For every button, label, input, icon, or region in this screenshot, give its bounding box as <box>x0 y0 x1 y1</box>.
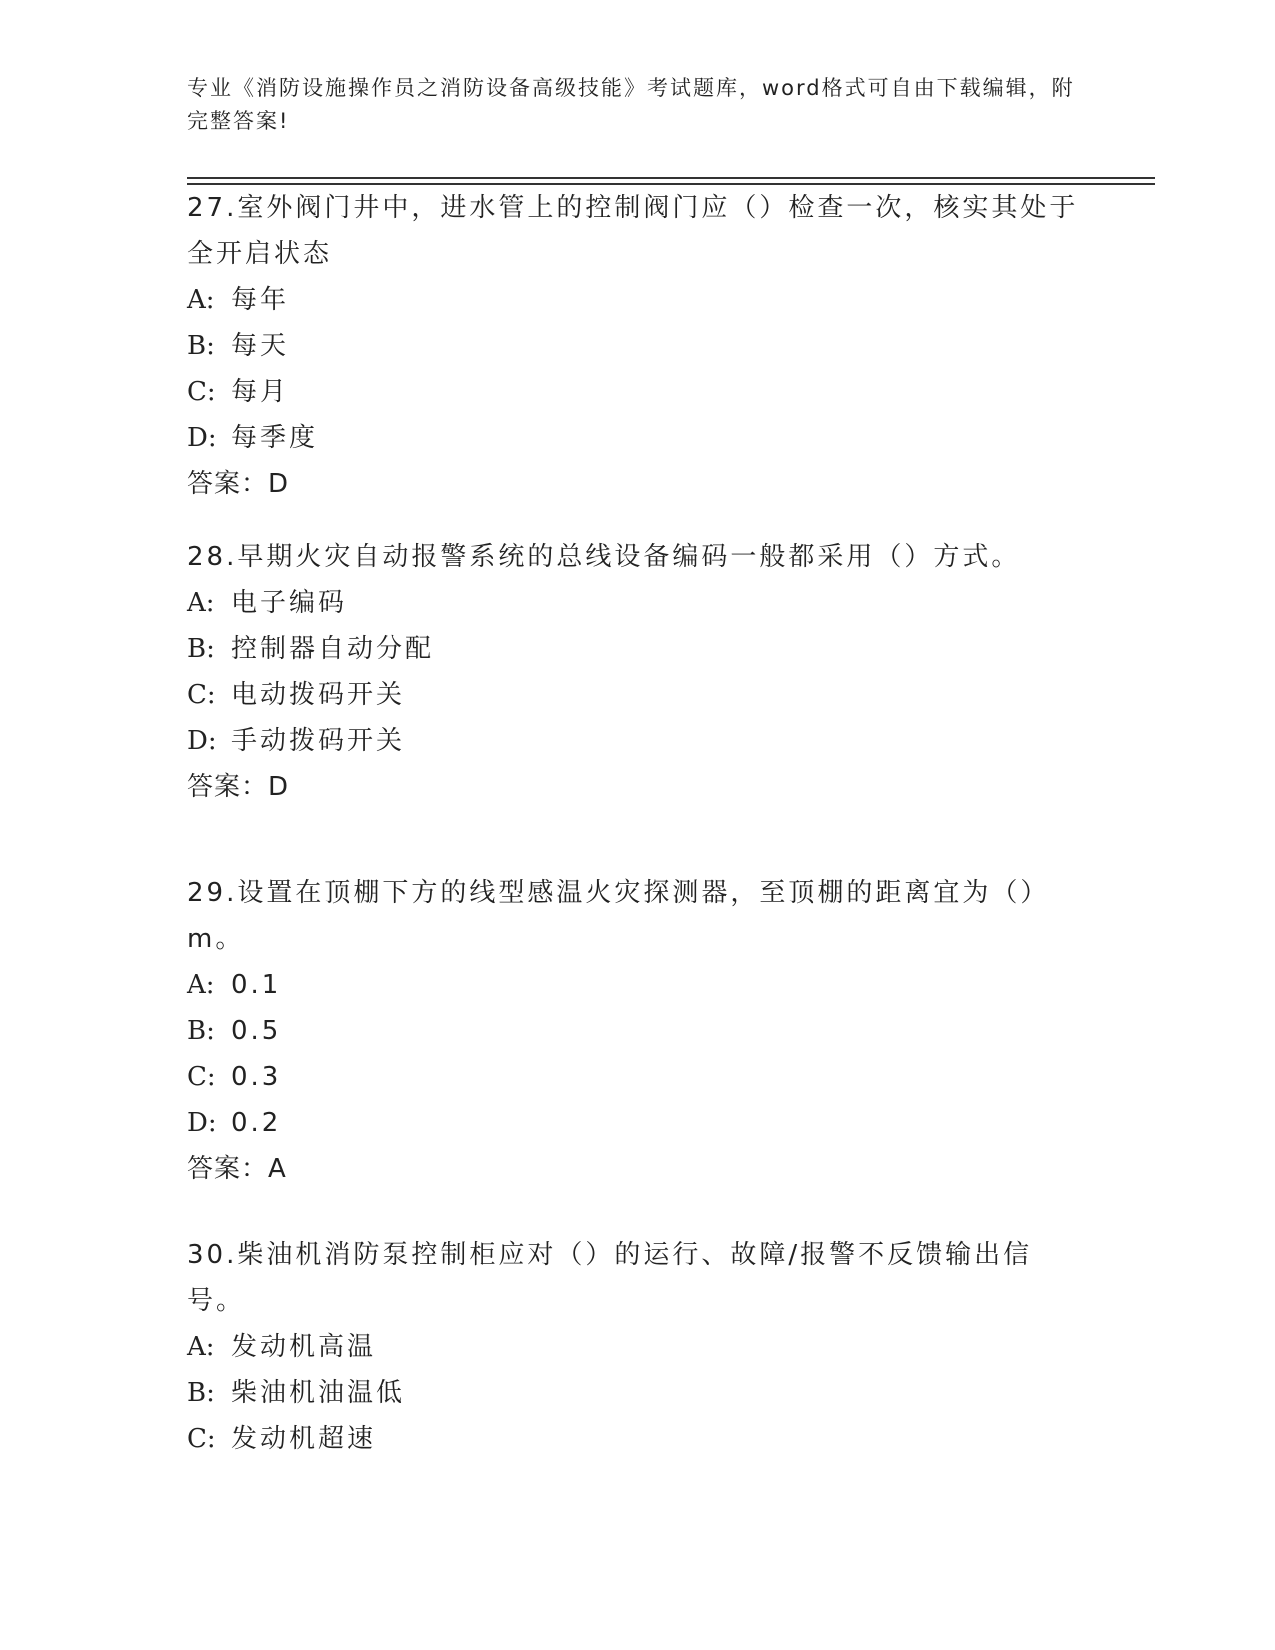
option-c <box>187 1054 1087 1100</box>
question-stem: 27.室外阀门井中，进水管上的控制阀门应（）检查一次，核实其处于全开启状态 <box>187 193 1079 269</box>
option-text: 发动机超速 <box>231 1424 377 1454</box>
option-text: 0.2 <box>231 1108 282 1138</box>
answer-value: D <box>268 772 290 802</box>
answer-line <box>187 764 1087 810</box>
option-c <box>187 672 1087 718</box>
option-text: 电子编码 <box>231 588 348 618</box>
header-divider-top <box>187 177 1155 179</box>
option-letter: C: <box>187 1424 216 1454</box>
option-b <box>187 1370 1087 1416</box>
option-letter: C: <box>187 377 216 407</box>
option-text: 每年 <box>231 285 290 315</box>
option-text: 每季度 <box>231 423 319 453</box>
answer-line <box>187 1146 1087 1192</box>
answer-label: 答案： <box>187 1154 269 1184</box>
option-letter: B: <box>187 1378 215 1408</box>
question-27 <box>187 185 1087 507</box>
question-30 <box>187 1232 1087 1462</box>
option-b <box>187 323 1087 369</box>
option-d <box>187 415 1087 461</box>
option-a <box>187 277 1087 323</box>
option-letter: B: <box>187 331 215 361</box>
option-b <box>187 1008 1087 1054</box>
option-letter: C: <box>187 680 216 710</box>
option-d <box>187 718 1087 764</box>
option-text: 发动机高温 <box>231 1332 377 1362</box>
option-text: 柴油机油温低 <box>231 1378 406 1408</box>
option-text: 手动拨码开关 <box>231 726 406 756</box>
question-28 <box>187 534 1087 810</box>
option-a <box>187 962 1087 1008</box>
option-letter: B: <box>187 634 215 664</box>
option-letter: D: <box>187 726 217 756</box>
option-letter: D: <box>187 1108 217 1138</box>
option-a <box>187 1324 1087 1370</box>
option-letter: B: <box>187 1016 215 1046</box>
option-text: 0.3 <box>231 1062 282 1092</box>
option-b <box>187 626 1087 672</box>
option-d <box>187 1100 1087 1146</box>
option-letter: A: <box>187 1332 215 1362</box>
answer-label: 答案： <box>187 469 269 499</box>
option-a <box>187 580 1087 626</box>
option-text: 每天 <box>231 331 290 361</box>
option-text: 每月 <box>231 377 290 407</box>
option-letter: A: <box>187 970 215 1000</box>
option-letter: A: <box>187 285 215 315</box>
question-stem: 29.设置在顶棚下方的线型感温火灾探测器，至顶棚的距离宜为（）m。 <box>187 878 1050 954</box>
question-stem: 28.早期火灾自动报警系统的总线设备编码一般都采用（）方式。 <box>187 542 1021 572</box>
question-stem: 30.柴油机消防泵控制柜应对（）的运行、故障/报警不反馈输出信号。 <box>187 1240 1033 1316</box>
option-letter: A: <box>187 588 215 618</box>
option-text: 电动拨码开关 <box>231 680 406 710</box>
option-c <box>187 1416 1087 1462</box>
option-letter: D: <box>187 423 217 453</box>
answer-value: D <box>268 469 290 499</box>
option-c <box>187 369 1087 415</box>
question-29 <box>187 870 1087 1192</box>
document-header: 专业《消防设施操作员之消防设备高级技能》考试题库，word格式可自由下载编辑，附完整答案! <box>187 76 1075 133</box>
answer-value: A <box>268 1154 287 1184</box>
answer-label: 答案： <box>187 772 269 802</box>
option-text: 控制器自动分配 <box>231 634 435 664</box>
option-letter: C: <box>187 1062 216 1092</box>
option-text: 0.1 <box>231 970 282 1000</box>
option-text: 0.5 <box>231 1016 282 1046</box>
answer-line <box>187 461 1087 507</box>
